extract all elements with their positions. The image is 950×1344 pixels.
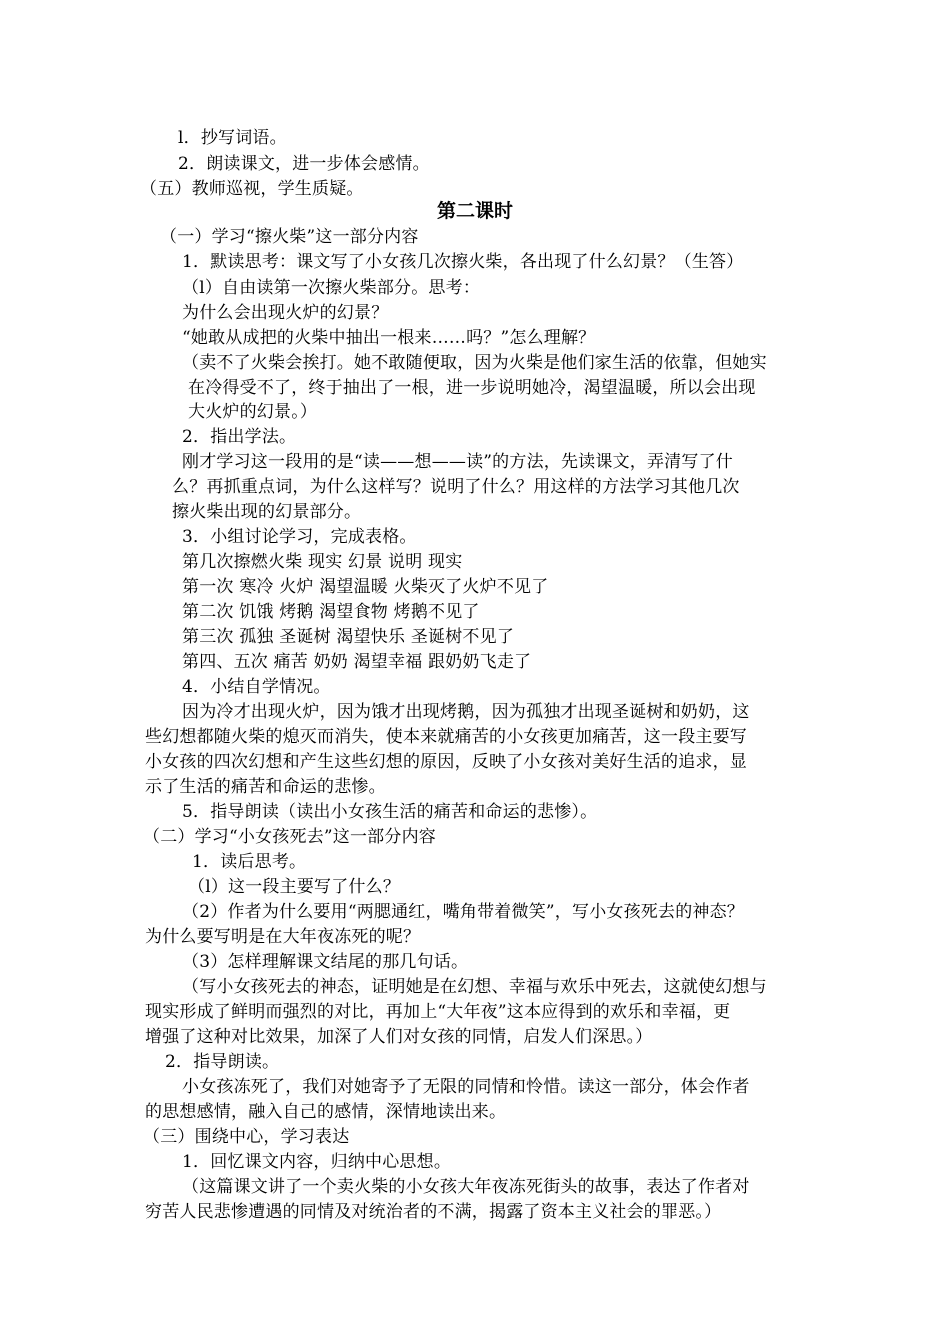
part2-heading: （二）学习“小女孩死去”这一部分内容 xyxy=(143,827,436,847)
part1-method-line: 擦火柴出现的幻景部分。 xyxy=(172,502,362,522)
part3-answer-line: （这篇课文讲了一个卖火柴的小女孩大年夜冻死街头的故事，表达了作者对 xyxy=(182,1177,750,1197)
part1-q1: 1．默读思考：课文写了小女孩几次擦火柴，各出现了什么幻景？（生答） xyxy=(182,252,744,272)
item-copy-words: l．抄写词语。 xyxy=(178,128,287,148)
part2-q1-1: （l）这一段主要写了什么？ xyxy=(188,877,401,897)
part2-answer-line: （写小女孩死去的神态，证明她是在幻想、幸福与欢乐中死去，这就使幻想与 xyxy=(182,977,767,997)
section-five-heading: （五）教师巡视，学生质疑。 xyxy=(140,179,364,199)
part1-answer-line: 在冷得受不了，终于抽出了一根，进一步说明她冷，渴望温暖，所以会出现 xyxy=(188,378,756,398)
part2-answer-line: 现实形成了鲜明而强烈的对比，再加上“大年夜”这本应得到的欢乐和幸福，更 xyxy=(145,1002,731,1022)
part1-q5: 5．指导朗读（读出小女孩生活的痛苦和命运的悲惨）。 xyxy=(182,802,598,822)
item-read-aloud: 2．朗读课文，进一步体会感情。 xyxy=(178,154,430,174)
part2-q1-2-line: （2）作者为什么要用“两腮通红，嘴角带着微笑”，写小女孩死去的神态？ xyxy=(182,902,744,922)
part2-q1: 1．读后思考。 xyxy=(192,852,307,872)
table-row: 第四、五次 痛苦 奶奶 渴望幸福 跟奶奶飞走了 xyxy=(182,652,532,672)
table-row: 第一次 寒冷 火炉 渴望温暖 火柴灭了火炉不见了 xyxy=(182,577,549,597)
table-row: 第二次 饥饿 烤鹅 渴望食物 烤鹅不见了 xyxy=(182,602,480,622)
part2-q2: 2．指导朗读。 xyxy=(165,1052,280,1072)
part1-q2: 2．指出学法。 xyxy=(182,427,297,447)
part1-summary-line: 小女孩的四次幻想和产生这些幻想的原因，反映了小女孩对美好生活的追求，显 xyxy=(145,752,747,772)
lesson-title: 第二课时 xyxy=(436,200,513,222)
part1-quote: “她敢从成把的火柴中抽出一根来……吗？”怎么理解？ xyxy=(182,328,596,348)
part2-read-line: 小女孩冻死了，我们对她寄予了无限的同情和怜惜。读这一部分，体会作者 xyxy=(182,1077,750,1097)
part1-why: 为什么会出现火炉的幻景？ xyxy=(182,303,389,323)
part1-q3: 3．小组讨论学习，完成表格。 xyxy=(182,527,417,547)
part2-q1-2-line: 为什么要写明是在大年夜冻死的呢？ xyxy=(145,927,421,947)
part1-method-line: 刚才学习这一段用的是“读——想——读”的方法，先读课文，弄清写了什 xyxy=(182,452,733,472)
part1-method-line: 么？再抓重点词，为什么这样写？说明了什么？用这样的方法学习其他几次 xyxy=(172,477,740,497)
part1-answer-line: （卖不了火柴会挨打。她不敢随便取，因为火柴是他们家生活的依靠，但她实 xyxy=(182,353,767,373)
part2-answer-line: 增强了这种对比效果，加深了人们对女孩的同情，启发人们深思。） xyxy=(145,1027,653,1047)
part2-q1-3: （3）怎样理解课文结尾的那几句话。 xyxy=(182,952,469,972)
part1-summary-line: 些幻想都随火柴的熄灭而消失，使本来就痛苦的小女孩更加痛苦，这一段主要写 xyxy=(145,727,747,747)
part1-q1-1: （l）自由读第一次擦火柴部分。思考： xyxy=(182,278,481,298)
part1-summary-line: 示了生活的痛苦和命运的悲惨。 xyxy=(145,777,386,797)
table-row: 第几次擦燃火柴 现实 幻景 说明 现实 xyxy=(182,552,463,572)
part3-q1: 1．回忆课文内容，归纳中心思想。 xyxy=(182,1152,452,1172)
part1-summary-line: 因为冷才出现火炉，因为饿才出现烤鹅，因为孤独才出现圣诞树和奶奶，这 xyxy=(182,702,750,722)
table-row: 第三次 孤独 圣诞树 渴望快乐 圣诞树不见了 xyxy=(182,627,515,647)
part1-q4: 4．小结自学情况。 xyxy=(182,677,331,697)
part2-read-line: 的思想感情，融入自己的感情，深情地读出来。 xyxy=(145,1102,507,1122)
part3-heading: （三）围绕中心，学习表达 xyxy=(143,1127,350,1147)
part3-answer-line: 穷苦人民悲惨遭遇的同情及对统治者的不满，揭露了资本主义社会的罪恶。） xyxy=(145,1202,722,1222)
part1-answer-line: 大火炉的幻景。） xyxy=(188,402,318,422)
part1-heading: （一）学习“擦火柴”这一部分内容 xyxy=(160,227,419,247)
